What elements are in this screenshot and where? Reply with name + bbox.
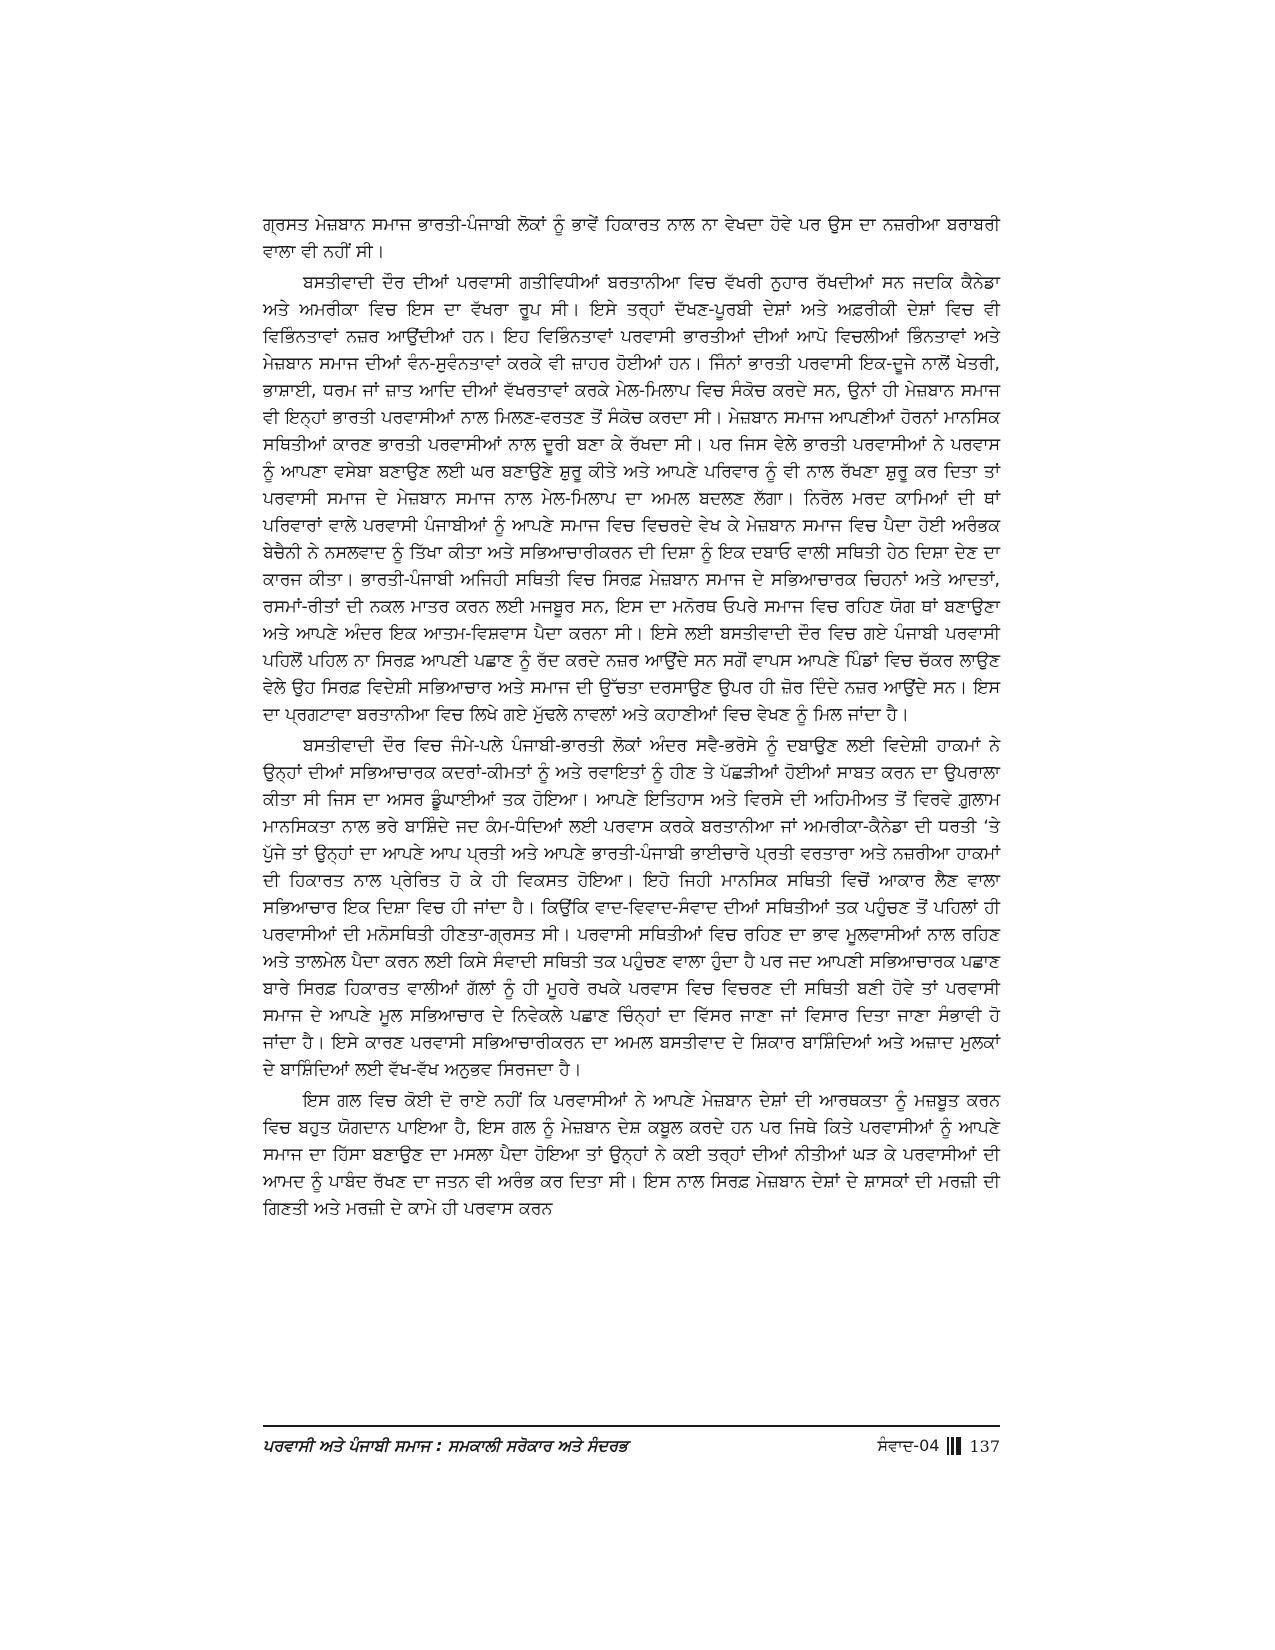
paragraph-continuation: ਗ੍ਰਸਤ ਮੇਜ਼ਬਾਨ ਸਮਾਜ ਭਾਰਤੀ-ਪੰਜਾਬੀ ਲੋਕਾਂ ਨੂੰ ਭਾਵੇਂ ਹਿਕਾਰਤ ਨਾਲ ਨਾ ਵੇਖਦਾ ਹੋਵੇ ਪਰ ਉਸ ਦਾ ਨਜ਼ਰੀਆ ਬਰਾਬਰੀ ਵਾਲਾ ਵੀ ਨਹੀਂ ਸੀ।: [263, 215, 1000, 262]
page-body: [263, 212, 1000, 1227]
page-number: 137: [969, 1436, 1000, 1456]
paragraph: ਇਸ ਗਲ ਵਿਚ ਕੋਈ ਦੋ ਰਾਏ ਨਹੀਂ ਕਿ ਪਰਵਾਸੀਆਂ ਨੇ ਆਪਣੇ ਮੇਜ਼ਬਾਨ ਦੇਸ਼ਾਂ ਦੀ ਆਰਥਕਤਾ ਨੂੰ ਮਜ਼ਬੂਤ ਕਰਨ ਵਿਚ ਬਹੁਤ ਯੋਗਦਾਨ ਪਾਇਆ ਹੈ, ਇਸ ਗਲ ਨੂੰ ਮੇਜ਼ਬਾਨ ਦੇਸ਼ ਕਬੂਲ ਕਰਦੇ ਹਨ ਪਰ ਜਿਥੇ ਕਿਤੇ ਪਰਵਾਸੀਆਂ ਨੂੰ ਆਪਣੇ ਸਮਾਜ ਦਾ ਹਿੱਸਾ ਬਣਾਉਣ ਦਾ ਮਸਲਾ ਪੈਦਾ ਹੋਇਆ ਤਾਂ ਉਨ੍ਹਾਂ ਨੇ ਕਈ ਤਰ੍ਹਾਂ ਦੀਆਂ ਨੀਤੀਆਂ ਘੜ ਕੇ ਪਰਵਾਸੀਆਂ ਦੀ ਆਮਦ ਨੂੰ ਪਾਬੰਦ ਰੱਖਣ ਦਾ ਜਤਨ ਵੀ ਅਰੰਭ ਕਰ ਦਿਤਾ ਸੀ। ਇਸ ਨਾਲ ਸਿਰਫ਼ ਮੇਜ਼ਬਾਨ ਦੇਸ਼ਾਂ ਦੇ ਸ਼ਾਸਕਾਂ ਦੀ ਮਰਜ਼ੀ ਦੀ ਗਿਣਤੀ ਅਤੇ ਮਰਜ਼ੀ ਦੇ ਕਾਮੇ ਹੀ ਪਰਵਾਸ ਕਰਨ: [263, 1091, 1000, 1219]
footer-page-info: [877, 1436, 1000, 1456]
page-footer: [263, 1432, 1000, 1462]
paragraph: ਬਸਤੀਵਾਦੀ ਦੌਰ ਵਿਚ ਜੰਮੇ-ਪਲੇ ਪੰਜਾਬੀ-ਭਾਰਤੀ ਲੋਕਾਂ ਅੰਦਰ ਸਵੈ-ਭਰੋਸੇ ਨੂੰ ਦਬਾਉਣ ਲਈ ਵਿਦੇਸ਼ੀ ਹਾਕਮਾਂ ਨੇ ਉਨ੍ਹਾਂ ਦੀਆਂ ਸਭਿਆਚਾਰਕ ਕਦਰਾਂ-ਕੀਮਤਾਂ ਨੂੰ ਅਤੇ ਰਵਾਇਤਾਂ ਨੂੰ ਹੀਣ ਤੇ ਪੱਛੜੀਆਂ ਹੋਈਆਂ ਸਾਬਤ ਕਰਨ ਦਾ ਉਪਰਾਲਾ ਕੀਤਾ ਸੀ ਜਿਸ ਦਾ ਅਸਰ ਡੂੰਘਾਈਆਂ ਤਕ ਹੋਇਆ। ਆਪਣੇ ਇਤਿਹਾਸ ਅਤੇ ਵਿਰਸੇ ਦੀ ਅਹਿਮੀਅਤ ਤੋਂ ਵਿਰਵੇ ਗ਼ੁਲਾਮ ਮਾਨਸਿਕਤਾ ਨਾਲ ਭਰੇ ਬਾਸ਼ਿੰਦੇ ਜਦ ਕੰਮ-ਧੰਦਿਆਂ ਲਈ ਪਰਵਾਸ ਕਰਕੇ ਬਰਤਾਨੀਆ ਜਾਂ ਅਮਰੀਕਾ-ਕੈਨੇਡਾ ਦੀ ਧਰਤੀ ‘ਤੇ ਪੁੱਜੇ ਤਾਂ ਉਨ੍ਹਾਂ ਦਾ ਆਪਣੇ ਆਪ ਪ੍ਰਤੀ ਅਤੇ ਆਪਣੇ ਭਾਰਤੀ-ਪੰਜਾਬੀ ਭਾਈਚਾਰੇ ਪ੍ਰਤੀ ਵਰਤਾਰਾ ਅਤੇ ਨਜ਼ਰੀਆ ਹਾਕਮਾਂ ਦੀ ਹਿਕਾਰਤ ਨਾਲ ਪ੍ਰੇਰਿਤ ਹੋ ਕੇ ਹੀ ਵਿਕਸਤ ਹੋਇਆ। ਇਹੋ ਜਿਹੀ ਮਾਨਸਿਕ ਸਥਿਤੀ ਵਿਚੋਂ ਆਕਾਰ ਲੈਣ ਵਾਲਾ ਸਭਿਆਚਾਰ ਇਕ ਦਿਸ਼ਾ ਵਿਚ ਹੀ ਜਾਂਦਾ ਹੈ। ਕਿਉਂਕਿ ਵਾਦ-ਵਿਵਾਦ-ਸੰਵਾਦ ਦੀਆਂ ਸਥਿਤੀਆਂ ਤਕ ਪਹੁੰਚਣ ਤੋਂ ਪਹਿਲਾਂ ਹੀ ਪਰਵਾਸੀਆਂ ਦੀ ਮਨੋਸਥਿਤੀ ਹੀਣਤਾ-ਗ੍ਰਸਤ ਸੀ। ਪਰਵਾਸੀ ਸਥਿਤੀਆਂ ਵਿਚ ਰਹਿਣ ਦਾ ਭਾਵ ਮੂਲਵਾਸੀਆਂ ਨਾਲ ਰਹਿਣ ਅਤੇ ਤਾਲਮੇਲ ਪੈਦਾ ਕਰਨ ਲਈ ਕਿਸੇ ਸੰਵਾਦੀ ਸਥਿਤੀ ਤਕ ਪਹੁੰਚਣ ਵਾਲਾ ਹੁੰਦਾ ਹੈ ਪਰ ਜਦ ਆਪਣੀ ਸਭਿਆਚਾਰਕ ਪਛਾਣ ਬਾਰੇ ਸਿਰਫ਼ ਹਿਕਾਰਤ ਵਾਲੀਆਂ ਗੱਲਾਂ ਨੂੰ ਹੀ ਮੂਹਰੇ ਰਖਕੇ ਪਰਵਾਸ ਵਿਚ ਵਿਚਰਣ ਦੀ ਸਥਿਤੀ ਬਣੀ ਹੋਵੇ ਤਾਂ ਪਰਵਾਸੀ ਸਮਾਜ ਦੇ ਆਪਣੇ ਮੂਲ ਸਭਿਆਚਾਰ ਦੇ ਨਿਵੇਕਲੇ ਪਛਾਣ ਚਿੰਨ੍ਹਾਂ ਦਾ ਵਿੱਸਰ ਜਾਣਾ ਜਾਂ ਵਿਸਾਰ ਦਿਤਾ ਜਾਣਾ ਸੰਭਾਵੀ ਹੋ ਜਾਂਦਾ ਹੈ। ਇਸੇ ਕਾਰਣ ਪਰਵਾਸੀ ਸਭਿਆਚਾਰੀਕਰਨ ਦਾ ਅਮਲ ਬਸਤੀਵਾਦ ਦੇ ਸ਼ਿਕਾਰ ਬਾਸ਼ਿੰਦਿਆਂ ਅਤੇ ਅਜ਼ਾਦ ਮੁਲਕਾਂ ਦੇ ਬਾਸ਼ਿੰਦਿਆਂ ਲਈ ਵੱਖ-ਵੱਖ ਅਨੁਭਵ ਸਿਰਜਦਾ ਹੈ।: [263, 736, 1000, 1080]
journal-issue: ਸੰਵਾਦ-04: [877, 1436, 940, 1455]
running-title: ਪਰਵਾਸੀ ਅਤੇ ਪੰਜਾਬੀ ਸਮਾਜ : ਸਮਕਾਲੀ ਸਰੋਕਾਰ ਅਤੇ ਸੰਦਰਭ: [263, 1436, 628, 1455]
bars-ornament-icon: [947, 1437, 961, 1455]
footer-divider: [263, 1425, 1000, 1427]
paragraph: ਬਸਤੀਵਾਦੀ ਦੌਰ ਦੀਆਂ ਪਰਵਾਸੀ ਗਤੀਵਿਧੀਆਂ ਬਰਤਾਨੀਆ ਵਿਚ ਵੱਖਰੀ ਨੁਹਾਰ ਰੱਖਦੀਆਂ ਸਨ ਜਦਕਿ ਕੈਨੇਡਾ ਅਤੇ ਅਮਰੀਕਾ ਵਿਚ ਇਸ ਦਾ ਵੱਖਰਾ ਰੂਪ ਸੀ। ਇਸੇ ਤਰ੍ਹਾਂ ਦੱਖਣ-ਪੂਰਬੀ ਦੇਸ਼ਾਂ ਅਤੇ ਅਫ਼ਰੀਕੀ ਦੇਸ਼ਾਂ ਵਿਚ ਵੀ ਵਿਭਿੰਨਤਾਵਾਂ ਨਜ਼ਰ ਆਉਂਦੀਆਂ ਹਨ। ਇਹ ਵਿਭਿੰਨਤਾਵਾਂ ਪਰਵਾਸੀ ਭਾਰਤੀਆਂ ਦੀਆਂ ਆਪੋ ਵਿਚਲੀਆਂ ਭਿੰਨਤਾਵਾਂ ਅਤੇ ਮੇਜ਼ਬਾਨ ਸਮਾਜ ਦੀਆਂ ਵੰਨ-ਸੁਵੰਨਤਾਵਾਂ ਕਰਕੇ ਵੀ ਜ਼ਾਹਰ ਹੋਈਆਂ ਹਨ। ਜਿੰਨਾਂ ਭਾਰਤੀ ਪਰਵਾਸੀ ਇਕ-ਦੂਜੇ ਨਾਲੋਂ ਖੇਤਰੀ, ਭਾਸ਼ਾਈ, ਧਰਮ ਜਾਂ ਜ਼ਾਤ ਆਦਿ ਦੀਆਂ ਵੱਖਰਤਾਵਾਂ ਕਰਕੇ ਮੇਲ-ਮਿਲਾਪ ਵਿਚ ਸੰਕੋਚ ਕਰਦੇ ਸਨ, ਉਨਾਂ ਹੀ ਮੇਜ਼ਬਾਨ ਸਮਾਜ ਵੀ ਇਨ੍ਹਾਂ ਭਾਰਤੀ ਪਰਵਾਸੀਆਂ ਨਾਲ ਮਿਲਣ-ਵਰਤਣ ਤੋਂ ਸੰਕੋਚ ਕਰਦਾ ਸੀ। ਮੇਜ਼ਬਾਨ ਸਮਾਜ ਆਪਣੀਆਂ ਹੋਰਨਾਂ ਮਾਨਸਿਕ ਸਥਿਤੀਆਂ ਕਾਰਣ ਭਾਰਤੀ ਪਰਵਾਸੀਆਂ ਨਾਲ ਦੂਰੀ ਬਣਾ ਕੇ ਰੱਖਦਾ ਸੀ। ਪਰ ਜਿਸ ਵੇਲੇ ਭਾਰਤੀ ਪਰਵਾਸੀਆਂ ਨੇ ਪਰਵਾਸ ਨੂੰ ਆਪਣਾ ਵਸੇਬਾ ਬਣਾਉਣ ਲਈ ਘਰ ਬਣਾਉਣੇ ਸ਼ੁਰੂ ਕੀਤੇ ਅਤੇ ਆਪਣੇ ਪਰਿਵਾਰ ਨੂੰ ਵੀ ਨਾਲ ਰੱਖਣਾ ਸ਼ੁਰੂ ਕਰ ਦਿਤਾ ਤਾਂ ਪਰਵਾਸੀ ਸਮਾਜ ਦੇ ਮੇਜ਼ਬਾਨ ਸਮਾਜ ਨਾਲ ਮੇਲ-ਮਿਲਾਪ ਦਾ ਅਮਲ ਬਦਲਣ ਲੱਗਾ। ਨਿਰੋਲ ਮਰਦ ਕਾਮਿਆਂ ਦੀ ਥਾਂ ਪਰਿਵਾਰਾਂ ਵਾਲੇ ਪਰਵਾਸੀ ਪੰਜਾਬੀਆਂ ਨੂੰ ਆਪਣੇ ਸਮਾਜ ਵਿਚ ਵਿਚਰਦੇ ਵੇਖ ਕੇ ਮੇਜ਼ਬਾਨ ਸਮਾਜ ਵਿਚ ਪੈਦਾ ਹੋਈ ਅਰੰਭਕ ਬੇਚੈਨੀ ਨੇ ਨਸਲਵਾਦ ਨੂੰ ਤਿੱਖਾ ਕੀਤਾ ਅਤੇ ਸਭਿਆਚਾਰੀਕਰਨ ਦੀ ਦਿਸ਼ਾ ਨੂੰ ਇਕ ਦਬਾਓ ਵਾਲੀ ਸਥਿਤੀ ਹੇਠ ਦਿਸ਼ਾ ਦੇਣ ਦਾ ਕਾਰਜ ਕੀਤਾ। ਭਾਰਤੀ-ਪੰਜਾਬੀ ਅਜਿਹੀ ਸਥਿਤੀ ਵਿਚ ਸਿਰਫ਼ ਮੇਜ਼ਬਾਨ ਸਮਾਜ ਦੇ ਸਭਿਆਚਾਰਕ ਚਿਹਨਾਂ ਅਤੇ ਆਦਤਾਂ, ਰਸਮਾਂ-ਰੀਤਾਂ ਦੀ ਨਕਲ ਮਾਤਰ ਕਰਨ ਲਈ ਮਜਬੂਰ ਸਨ, ਇਸ ਦਾ ਮਨੋਰਥ ਓਪਰੇ ਸਮਾਜ ਵਿਚ ਰਹਿਣ ਯੋਗ ਥਾਂ ਬਣਾਉਣਾ ਅਤੇ ਆਪਣੇ ਅੰਦਰ ਇਕ ਆਤਮ-ਵਿਸ਼ਵਾਸ ਪੈਦਾ ਕਰਨਾ ਸੀ। ਇਸੇ ਲਈ ਬਸਤੀਵਾਦੀ ਦੌਰ ਵਿਚ ਗਏ ਪੰਜਾਬੀ ਪਰਵਾਸੀ ਪਹਿਲੋਂ ਪਹਿਲ ਨਾ ਸਿਰਫ਼ ਆਪਣੀ ਪਛਾਣ ਨੂੰ ਰੱਦ ਕਰਦੇ ਨਜ਼ਰ ਆਉਂਦੇ ਸਨ ਸਗੋਂ ਵਾਪਸ ਆਪਣੇ ਪਿੰਡਾਂ ਵਿਚ ਚੱਕਰ ਲਾਉਣ ਵੇਲੇ ਉਹ ਸਿਰਫ਼ ਵਿਦੇਸ਼ੀ ਸਭਿਆਚਾਰ ਅਤੇ ਸਮਾਜ ਦੀ ਉੱਚਤਾ ਦਰਸਾਉਣ ਉਪਰ ਹੀ ਜ਼ੋਰ ਦਿੰਦੇ ਨਜ਼ਰ ਆਉਂਦੇ ਸਨ। ਇਸ ਦਾ ਪ੍ਰਗਟਾਵਾ ਬਰਤਾਨੀਆ ਵਿਚ ਲਿਖੇ ਗਏ ਮੁੱਢਲੇ ਨਾਵਲਾਂ ਅਤੇ ਕਹਾਣੀਆਂ ਵਿਚ ਵੇਖਣ ਨੂੰ ਮਿਲ ਜਾਂਦਾ ਹੈ।: [263, 273, 1000, 725]
